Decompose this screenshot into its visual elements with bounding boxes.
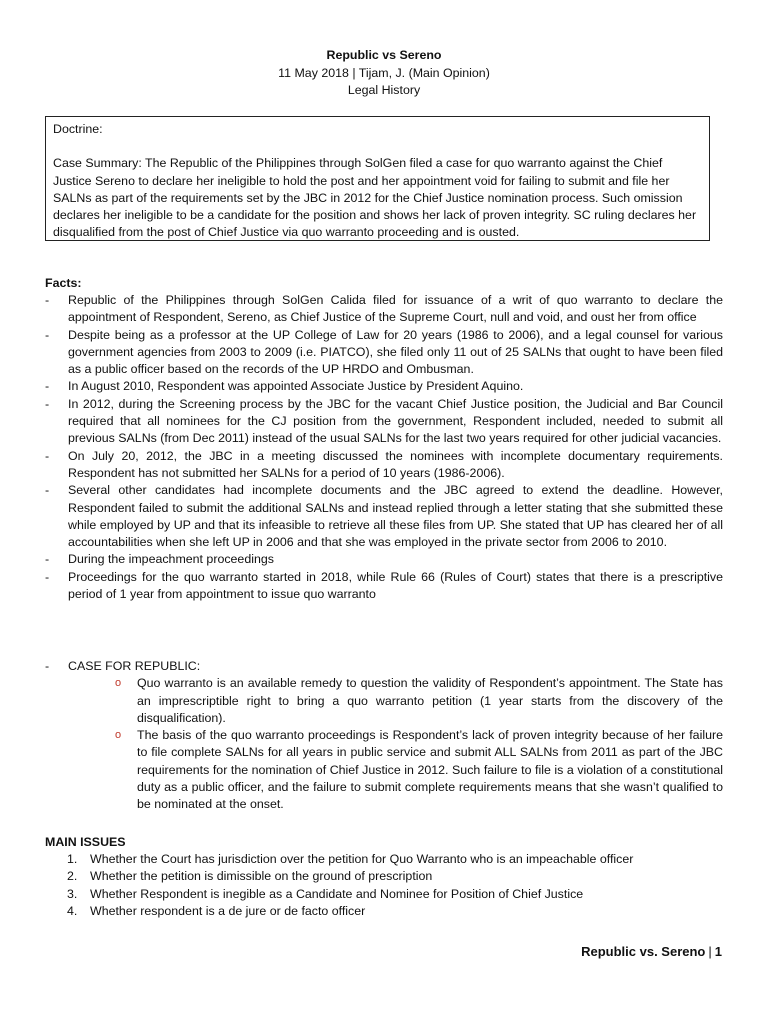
document-header xyxy=(0,47,768,100)
issue-item: 4. Whether respondent is a de jure or de facto officer xyxy=(67,903,366,918)
fact-item: - In 2012, during the Screening process by the JBC for the vacant Chief Justice position, the Judicial and Bar Council required that all nominees for the CJ position from the government, Respondent included, needed to submit all previous SALNs (from Dec 2011) instead of the usual SALNs for the last two years required for other judicial vacancies. xyxy=(45,396,723,446)
summary-box xyxy=(45,116,710,241)
facts-list xyxy=(45,292,723,603)
case-subject: Legal History xyxy=(347,83,421,97)
doctrine-label: Doctrine: xyxy=(53,122,103,136)
page-number: 1 xyxy=(714,944,722,959)
fact-item: - Republic of the Philippines through SolGen Calida filed for issuance of a writ of quo warranto to declare the appointment of Respondent, Sereno, as Chief Justice of the Supreme Court, null and void, and oust her from office xyxy=(45,293,723,325)
footer-title: Republic vs. Sereno xyxy=(581,944,706,959)
facts-heading: Facts: xyxy=(45,276,82,290)
case-for-republic-heading: - CASE FOR REPUBLIC: xyxy=(45,659,201,673)
issue-item: 2. Whether the petition is dimissible on the ground of prescription xyxy=(67,869,433,884)
page-footer xyxy=(581,943,722,960)
circle-bullet-icon: o xyxy=(115,729,122,742)
main-issues-list xyxy=(45,851,723,920)
main-issues-heading: MAIN ISSUES xyxy=(45,835,126,849)
fact-item: - On July 20, 2012, the JBC in a meeting discussed the nominees with incomplete documentary requirements. Respondent has not submitted her SALNs for a period of 10 years (1986-2006). xyxy=(45,448,723,480)
issue-item: 1. Whether the Court has jurisdiction over the petition for Quo Warranto who is an impeachable officer xyxy=(67,852,634,866)
case-title: Republic vs Sereno xyxy=(326,48,442,62)
fact-item: - Proceedings for the quo warranto started in 2018, while Rule 66 (Rules of Court) states that there is a prescriptive period of 1 year from appointment to issue quo warranto xyxy=(45,569,723,602)
circle-bullet-icon: o xyxy=(115,677,122,690)
fact-item: - During the impeachment proceedings xyxy=(45,552,274,567)
fact-item: - Despite being as a professor at the UP College of Law for 20 years (1986 to 2006), and a legal counsel for various government agencies from 2003 to 2009 (i.e. PIATCO), she filed only 11 out of 25 SALNs that ought to have been filed as a public officer based on the records of the UP HRDO and Ombusman. xyxy=(45,327,723,377)
case-for-republic xyxy=(45,658,723,814)
republic-argument: o The basis of the quo warranto proceedings is Respondent’s lack of proven integrity because of her failure to file complete SALNs for all years in public service and submit ALL SALNs from 2011 as part of the JBC requirements for the nomination of Chief Justice in 2012. Such failure to file is a violation of a constitutional duty as a public officer, and the failure to submit complete requirements means that she wasn’t qualified to be nominated at the onset. xyxy=(115,728,723,812)
footer-separator: | xyxy=(708,944,712,959)
case-summary: Case Summary: The Republic of the Philippines through SolGen filed a case for quo warranto against the Chief Justice Sereno to declare her ineligible to hold the post and her appointment void for failing to submit and file her SALNs as part of the requirements set by the JBC in 2012 for the Chief Justice nomination process. Such omission declares her ineligible to be a candidate for the position and shows her lack of proven integrity. SC ruling declares her disqualified from the post of Chief Justice via quo warranto proceeding and is ousted. xyxy=(53,156,697,240)
fact-item: - In August 2010, Respondent was appointed Associate Justice by President Aquino. xyxy=(45,379,524,394)
fact-item: - Several other candidates had incomplete documents and the JBC agreed to extend the deadline. However, Respondent failed to submit the additional SALNs and instead replied through a letter stating that she submitted these while employed by UP and that its infeasible to retrieve all these files from UP. She stated that UP has cleared her of all accountabilities when she left UP in 2006 and that she was employed in the private sector from 2006 to 2010. xyxy=(45,483,723,550)
republic-argument: o Quo warranto is an available remedy to question the validity of Respondent’s appointment. The State has an imprescriptible right to bring a quo warranto petition (1 year starts from the discovery of the disqualification). xyxy=(115,676,723,725)
case-date-line: 11 May 2018 | Tijam, J. (Main Opinion) xyxy=(278,65,490,80)
issue-item: 3. Whether Respondent is inegible as a Candidate and Nominee for Position of Chief Justice xyxy=(67,886,584,901)
